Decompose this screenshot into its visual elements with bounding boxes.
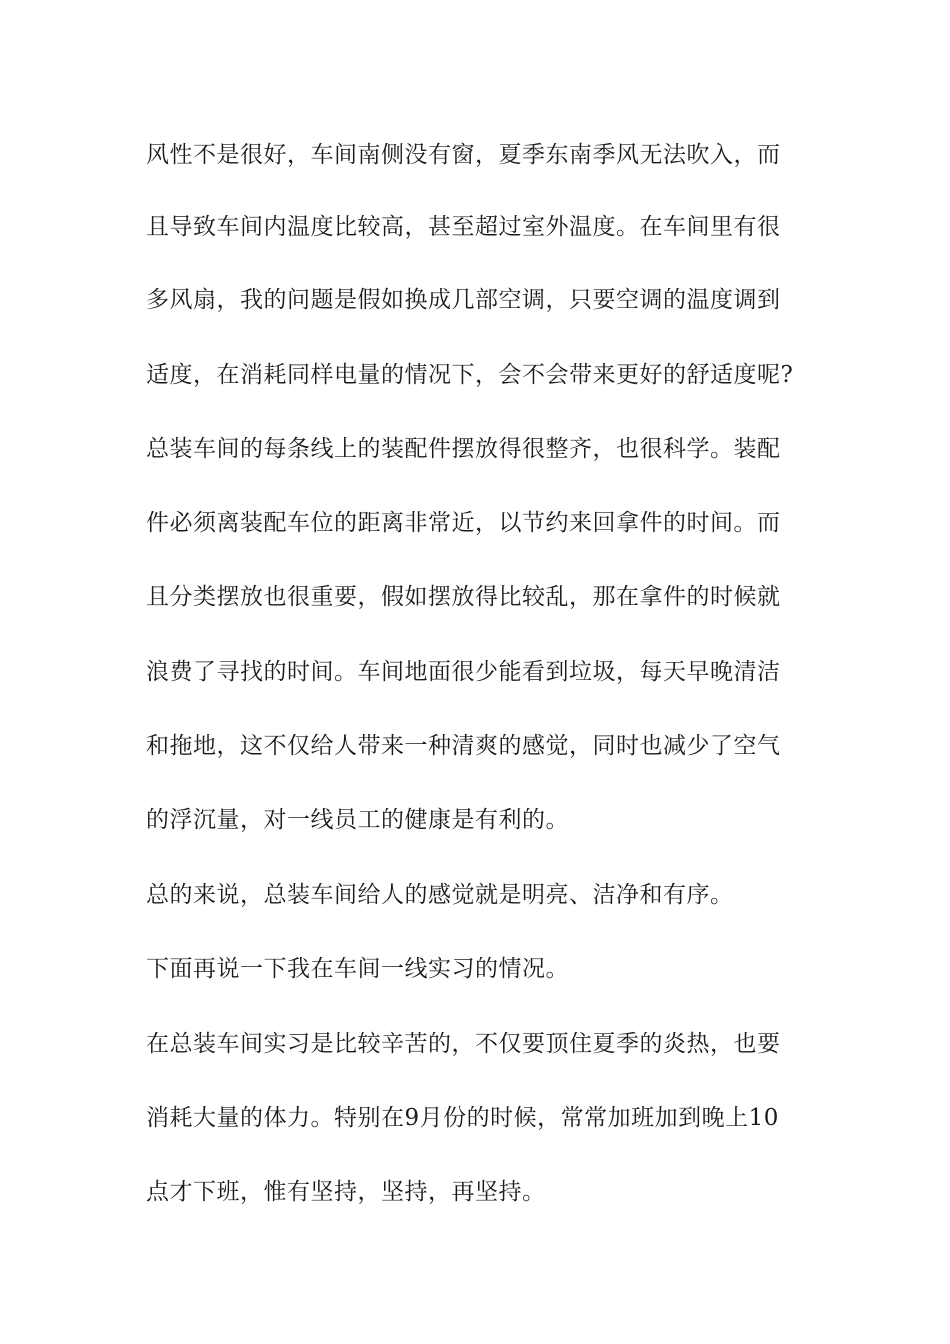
text-line-6: 件必须离装配车位的距离非常近，以节约来回拿件的时间。而: [146, 510, 781, 536]
text-line-12: 下面再说一下我在车间一线实习的情况。: [146, 956, 569, 982]
text-line-9: 和拖地，这不仅给人带来一种清爽的感觉，同时也减少了空气: [146, 733, 781, 759]
text-line-13: 在总装车间实习是比较辛苦的，不仅要顶住夏季的炎热，也要: [146, 1031, 781, 1057]
text-line-4: 适度，在消耗同样电量的情况下，会不会带来更好的舒适度呢?: [146, 362, 794, 388]
text-line-1: 风性不是很好，车间南侧没有窗，夏季东南季风无法吹入，而: [146, 142, 781, 168]
text-line-11: 总的来说，总装车间给人的感觉就是明亮、洁净和有序。: [146, 882, 734, 908]
text-line-5: 总装车间的每条线上的装配件摆放得很整齐，也很科学。装配: [146, 436, 781, 462]
text-line-10: 的浮沉量，对一线员工的健康是有利的。: [146, 807, 569, 833]
text-line-8: 浪费了寻找的时间。车间地面很少能看到垃圾，每天早晚清洁: [146, 659, 781, 685]
text-line-3: 多风扇，我的问题是假如换成几部空调，只要空调的温度调到: [146, 287, 781, 313]
text-line-15: 点才下班，惟有坚持，坚持，再坚持。: [146, 1179, 546, 1205]
text-line-14: 消耗大量的体力。特别在9月份的时候，常常加班加到晚上10: [146, 1105, 779, 1131]
text-line-2: 且导致车间内温度比较高，甚至超过室外温度。在车间里有很: [146, 214, 781, 240]
text-line-7: 且分类摆放也很重要，假如摆放得比较乱，那在拿件的时候就: [146, 584, 781, 610]
